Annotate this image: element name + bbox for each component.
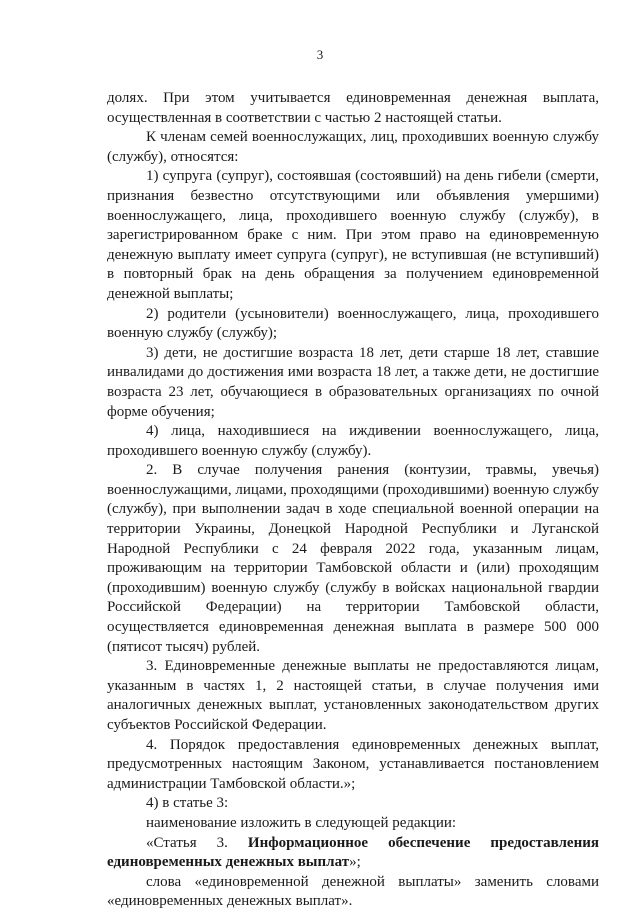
- paragraph: 4. Порядок предоставления единовременных денежных выплат, предусмотренных настоящим Законом, устанавливается постановлением администрации Тамбовской области.»;: [107, 736, 599, 792]
- paragraph: 2. В случае получения ранения (контузии, травмы, увечья) военнослужащими, лицами, проходящими (проходившими) военную службу (службу), при выполнении задач в ходе специальной военной операции на территории Украины, Донецкой Народной Республики и Луганской Народной Республики с 24 февраля 2022 года, указанным лицам, проживающим на территории Тамбовской области и (или) проходящим (проходившим) военную службу (службу в войсках национальной гвардии Российской Федерации) на территории Тамбовской области, осуществляется единовременная денежная выплата в размере 500 000 (пятисот тысяч) рублей.: [107, 462, 599, 655]
- paragraph: 1) супруга (супруг), состоявшая (состоявший) на день гибели (смерти, признания безвестно отсутствующими или объявления умершими) военнослужащего, лица, проходившего военную службу (службу), в зарегистрированном браке с ним. При этом право на единовременную денежную выплату имеет супруга (супруг), не вступившая (не вступивший) в повторный брак на день обращения за получением единовременной денежной выплаты;: [107, 168, 599, 302]
- article-heading-suffix: »;: [349, 854, 361, 871]
- paragraph: К членам семей военнослужащих, лиц, проходивших военную службу (службу), относятся:: [107, 129, 599, 165]
- paragraph: слова «единовременной денежной выплаты» заменить словами «единовременных денежных выплат».: [107, 873, 599, 910]
- article-heading: [107, 834, 599, 873]
- article-heading-prefix: «Статья 3.: [146, 834, 248, 851]
- paragraph: 3. Единовременные денежные выплаты не предоставляются лицам, указанным в частях 1, 2 настоящей статьи, в случае получения ими аналогичных денежных выплат, установленных законодательством других субъектов Российской Федерации.: [107, 658, 599, 733]
- paragraph: 4) в статье 3:: [146, 795, 229, 812]
- paragraph: 2) родители (усыновители) военнослужащего, лица, проходившего военную службу (службу);: [107, 305, 599, 342]
- paragraph: долях. При этом учитывается единовременная денежная выплата, осуществленная в соответствии с частью 2 настоящей статьи.: [107, 90, 599, 126]
- article-heading-title: Информационное обеспечение предоставления единовременных денежных выплат: [107, 834, 599, 871]
- page-number: 3: [316, 47, 324, 62]
- document-body: [107, 89, 599, 912]
- paragraph: 3) дети, не достигшие возраста 18 лет, дети старше 18 лет, ставшие инвалидами до достижения ими возраста 18 лет, а также дети, не достигшие возраста 23 лет, обучающиеся в образовательных организациях по очной форме обучения;: [107, 344, 599, 420]
- paragraph: наименование изложить в следующей редакции:: [146, 814, 457, 831]
- paragraph: 4) лица, находившиеся на иждивении военнослужащего, лица, проходившего военную службу (службу).: [107, 423, 599, 459]
